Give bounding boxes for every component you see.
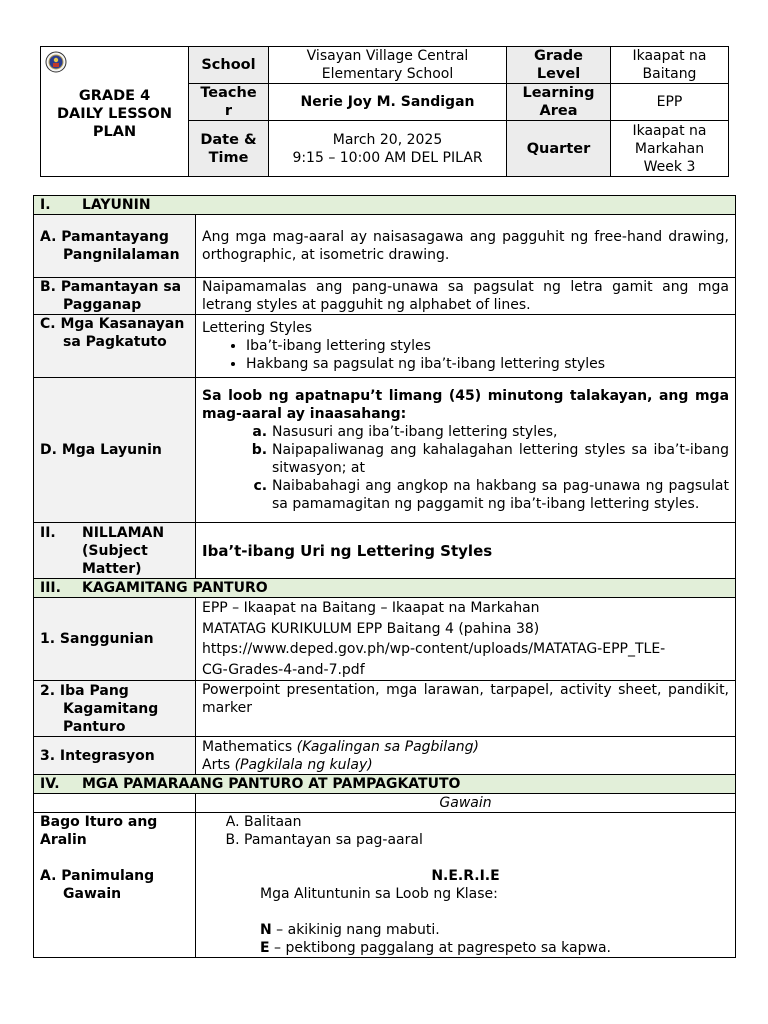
plan-title-line2: DAILY LESSON <box>56 106 173 122</box>
header-table <box>40 46 729 177</box>
quarter-label: Quarter <box>507 121 611 177</box>
teacher-label: Teache r <box>189 84 269 121</box>
sanggunian-link[interactable]: CG-Grades-4-and-7.pdf <box>202 661 365 678</box>
sanggunian-link[interactable]: https://www.deped.gov.ph/wp-content/uploads/MATATAG-EPP_TLE- <box>202 641 666 657</box>
plan-title-line1: GRADE 4 <box>78 88 151 104</box>
school-label: School <box>189 47 269 84</box>
layunin-item: c. Naibabahagi ang angkop na hakbang sa pag-unawa ng pagsulat sa pamamagitan ng paggamit ng iba’t-ibang lettering styles. <box>272 477 729 513</box>
kasanayan-item: • Iba’t-ibang lettering styles <box>246 337 729 355</box>
integrasyon-content: Mathematics (Kagalingan sa Pagbilang) Arts (Pagkilala ng kulay) <box>196 737 736 775</box>
pamantayan-sa-pagganap-label: B. Pamantayan sa Pagganap <box>34 278 196 315</box>
quarter-value: Ikaapat na Markahan Week 3 <box>611 121 729 177</box>
iba-pang-kagamitan-text: Powerpoint presentation, mga larawan, tarpapel, activity sheet, pandikit, marker <box>196 681 736 737</box>
grade-level-label: Grade Level <box>507 47 611 84</box>
rule-n: N – akikinig nang mabuti. <box>260 922 440 938</box>
sanggunian-line: EPP – Ikaapat na Baitang – Ikaapat na Markahan <box>202 600 540 616</box>
balitaan-item: A. Balitaan <box>244 813 729 831</box>
lesson-plan-table <box>33 195 736 958</box>
rule-e: E – pektibong paggalang at pagrespeto sa kapwa. <box>260 940 611 956</box>
mga-layunin-label: D. Mga Layunin <box>34 378 196 523</box>
grade-level-value: Ikaapat na Baitang <box>611 47 729 84</box>
kasanayan-label: C. Mga Kasanayan sa Pagkatuto <box>34 315 196 378</box>
section-pamaraang-header: IV. MGA PAMARAANG PANTURO AT PAMPAGKATUTO <box>34 775 736 794</box>
nillaman-label: II. NILLAMAN (Subject Matter) <box>34 523 196 579</box>
learning-area-value: EPP <box>611 84 729 121</box>
layunin-intro: Sa loob ng apatnapu’t limang (45) minutong talakayan, ang mga mag-aaral ay inaasahang: <box>202 388 730 422</box>
pamantayan-item: B. Pamantayan sa pag-aaral <box>244 831 729 849</box>
iba-pang-kagamitan-label: 2. Iba Pang Kagamitang Panturo <box>34 681 196 737</box>
rules-intro: Mga Alituntunin sa Loob ng Klase: <box>260 886 498 902</box>
plan-title-line3: PLAN <box>92 124 137 140</box>
sanggunian-line: MATATAG KURIKULUM EPP Baitang 4 (pahina 38) <box>202 620 540 637</box>
pamantayang-pangnilalaman-label: A. Pamantayang Pangnilalaman <box>34 215 196 278</box>
procedure-content-cell <box>196 813 736 958</box>
mga-layunin-content <box>196 378 736 523</box>
school-value: Visayan Village Central Elementary School <box>269 47 507 84</box>
section-kagamitang-header: III. KAGAMITANG PANTURO <box>34 579 736 598</box>
sanggunian-label: 1. Sanggunian <box>34 598 196 681</box>
deped-seal-logo <box>45 51 67 73</box>
panimulang-gawain-label: A. Panimulang Gawain <box>40 868 155 902</box>
nerie-title: N.E.R.I.E <box>431 868 500 884</box>
title-cell <box>41 47 189 177</box>
integrasyon-label: 3. Integrasyon <box>34 737 196 775</box>
learning-area-label: Learning Area <box>507 84 611 121</box>
bago-ituro-label: Bago Ituro ang Aralin <box>40 814 158 848</box>
date-time-value: March 20, 2025 9:15 – 10:00 AM DEL PILAR <box>269 121 507 177</box>
subject-matter-value: Iba’t-ibang Uri ng Lettering Styles <box>196 523 736 579</box>
procedure-label-cell <box>34 813 196 958</box>
lettering-styles-title: Lettering Styles <box>202 320 313 336</box>
kasanayan-content <box>196 315 736 378</box>
pamantayan-sa-pagganap-text: Naipamamalas ang pang-unawa sa pagsulat ng letra gamit ang mga letrang styles at pagguhit ng alphabet of lines. <box>196 278 736 315</box>
kasanayan-item: • Hakbang sa pagsulat ng iba’t-ibang lettering styles <box>246 355 729 373</box>
blank-header-cell <box>34 794 196 813</box>
date-time-label: Date & Time <box>189 121 269 177</box>
gawain-column-header: Gawain <box>196 794 736 813</box>
teacher-value: Nerie Joy M. Sandigan <box>269 84 507 121</box>
layunin-item: b. Naipapaliwanag ang kahalagahan lettering styles sa iba’t-ibang sitwasyon; at <box>272 441 729 477</box>
section-layunin-header: I. LAYUNIN <box>34 196 736 215</box>
sanggunian-content <box>196 598 736 681</box>
layunin-item: a. Nasusuri ang iba’t-ibang lettering styles, <box>272 423 729 441</box>
pamantayang-pangnilalaman-text: Ang mga mag-aaral ay naisasagawa ang pagguhit ng free-hand drawing, orthographic, at isometric drawing. <box>196 215 736 278</box>
